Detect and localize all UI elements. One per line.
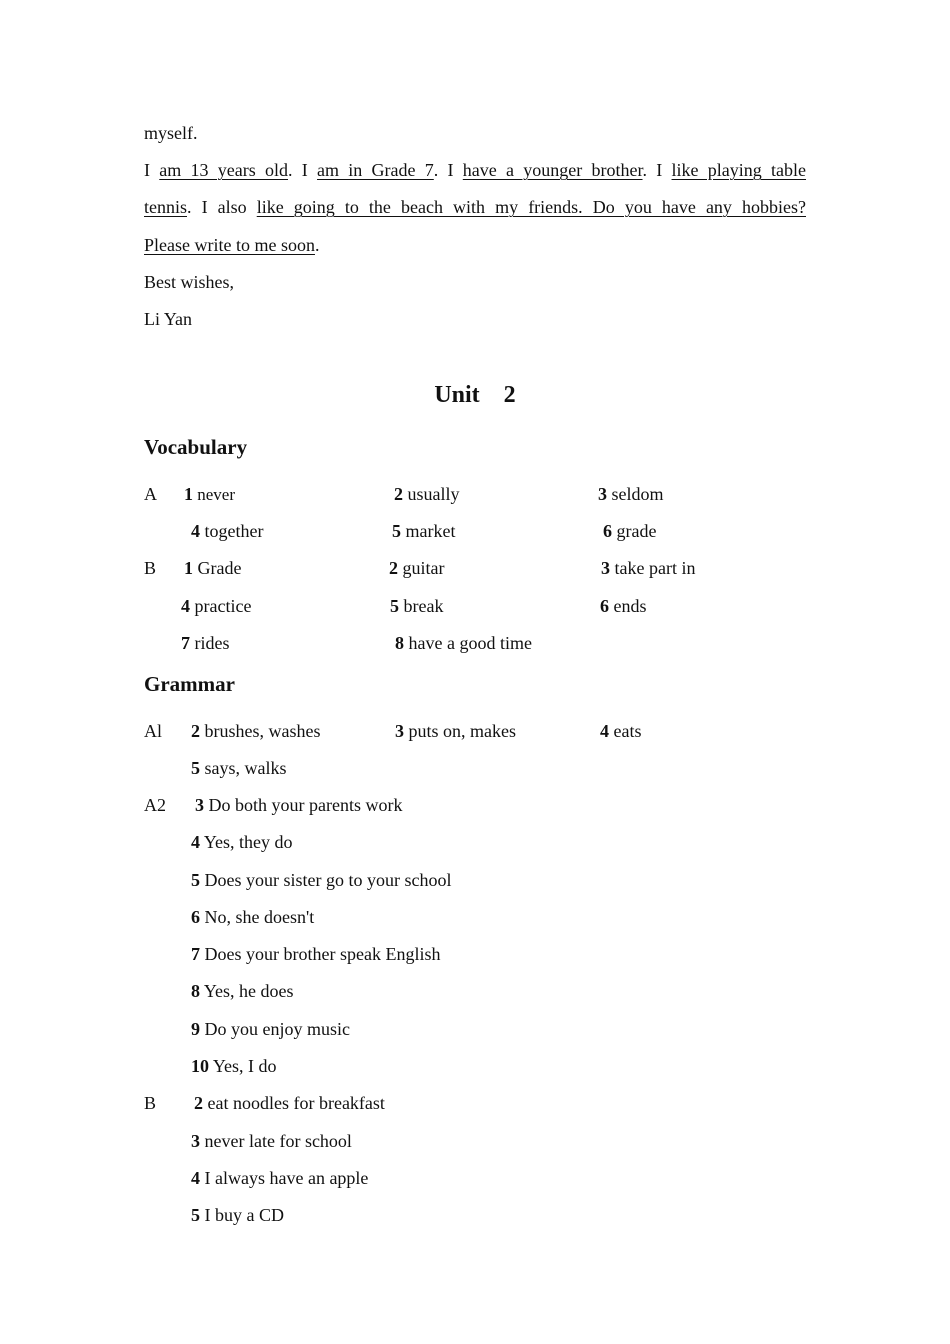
underlined-answer: like going to the beach with my friends. Do you have any hobbies?	[256, 197, 806, 217]
answer-item: 4 eats	[600, 721, 642, 741]
text-run: . I	[433, 160, 463, 180]
grammar-heading: Grammar	[144, 672, 235, 696]
answer-item: 3 Do both your parents work	[195, 795, 403, 815]
answer-item: 1 Grade	[184, 558, 242, 578]
answer-item: 4 practice	[181, 596, 252, 616]
vocabulary-heading: Vocabulary	[144, 435, 248, 459]
answer-item: 1 never	[184, 484, 236, 504]
answer-item: 3 seldom	[598, 484, 664, 504]
answer-item: 4 together	[191, 521, 264, 541]
answer-item: 5 market	[392, 521, 456, 541]
underlined-answer: like playing table	[671, 160, 807, 180]
answer-item: 2 eat noodles for breakfast	[194, 1093, 385, 1113]
answer-item: 6 grade	[603, 521, 657, 541]
underlined-answer: have a younger brother	[462, 160, 643, 180]
answer-item: 7 Does your brother speak English	[191, 944, 441, 964]
answer-item: 3 take part in	[601, 558, 696, 578]
answer-item: 2 guitar	[389, 558, 445, 578]
answer-item: 8 have a good time	[395, 633, 532, 653]
answer-item: 2 brushes, washes	[191, 721, 321, 741]
answer-item: 3 puts on, makes	[395, 721, 516, 741]
letter-closing: Best wishes,	[144, 272, 234, 292]
section-label: B	[144, 1093, 157, 1113]
section-label: A2	[144, 795, 166, 815]
letter-signature: Li Yan	[144, 309, 193, 329]
answer-item: 10 Yes, I do	[191, 1056, 277, 1076]
text-run: . I also	[187, 197, 257, 217]
section-label: Al	[144, 721, 162, 741]
answer-item: 4 I always have an apple	[191, 1168, 369, 1188]
answer-item: 3 never late for school	[191, 1131, 352, 1151]
letter-line-2	[144, 159, 806, 181]
answer-item: 2 usually	[394, 484, 460, 504]
letter-line-4	[144, 234, 319, 256]
text-run: I	[144, 160, 160, 180]
letter-line-3	[144, 196, 806, 218]
answer-item: 6 ends	[600, 596, 647, 616]
answer-item: 4 Yes, they do	[191, 832, 293, 852]
unit-title: Unit 2	[434, 382, 516, 408]
text-run: .	[314, 235, 320, 255]
answer-item: 6 No, she doesn't	[191, 907, 315, 927]
underlined-answer: tennis	[144, 197, 187, 217]
answer-item: 5 Does your sister go to your school	[191, 870, 452, 890]
underlined-answer: am in Grade 7	[317, 160, 434, 180]
answer-item: 9 Do you enjoy music	[191, 1019, 350, 1039]
answer-item: 5 I buy a CD	[191, 1205, 284, 1225]
answer-item: 5 says, walks	[191, 758, 287, 778]
text-run: . I	[642, 160, 672, 180]
underlined-answer: Please write to me soon	[144, 235, 315, 255]
text-run: . I	[288, 160, 318, 180]
answer-item: 5 break	[390, 596, 444, 616]
underlined-answer: am 13 years old	[159, 160, 289, 180]
letter-line-1: myself.	[144, 123, 198, 143]
answer-item: 7 rides	[181, 633, 230, 653]
section-label: B	[144, 558, 157, 578]
answer-item: 8 Yes, he does	[191, 981, 294, 1001]
section-label: A	[144, 484, 157, 504]
